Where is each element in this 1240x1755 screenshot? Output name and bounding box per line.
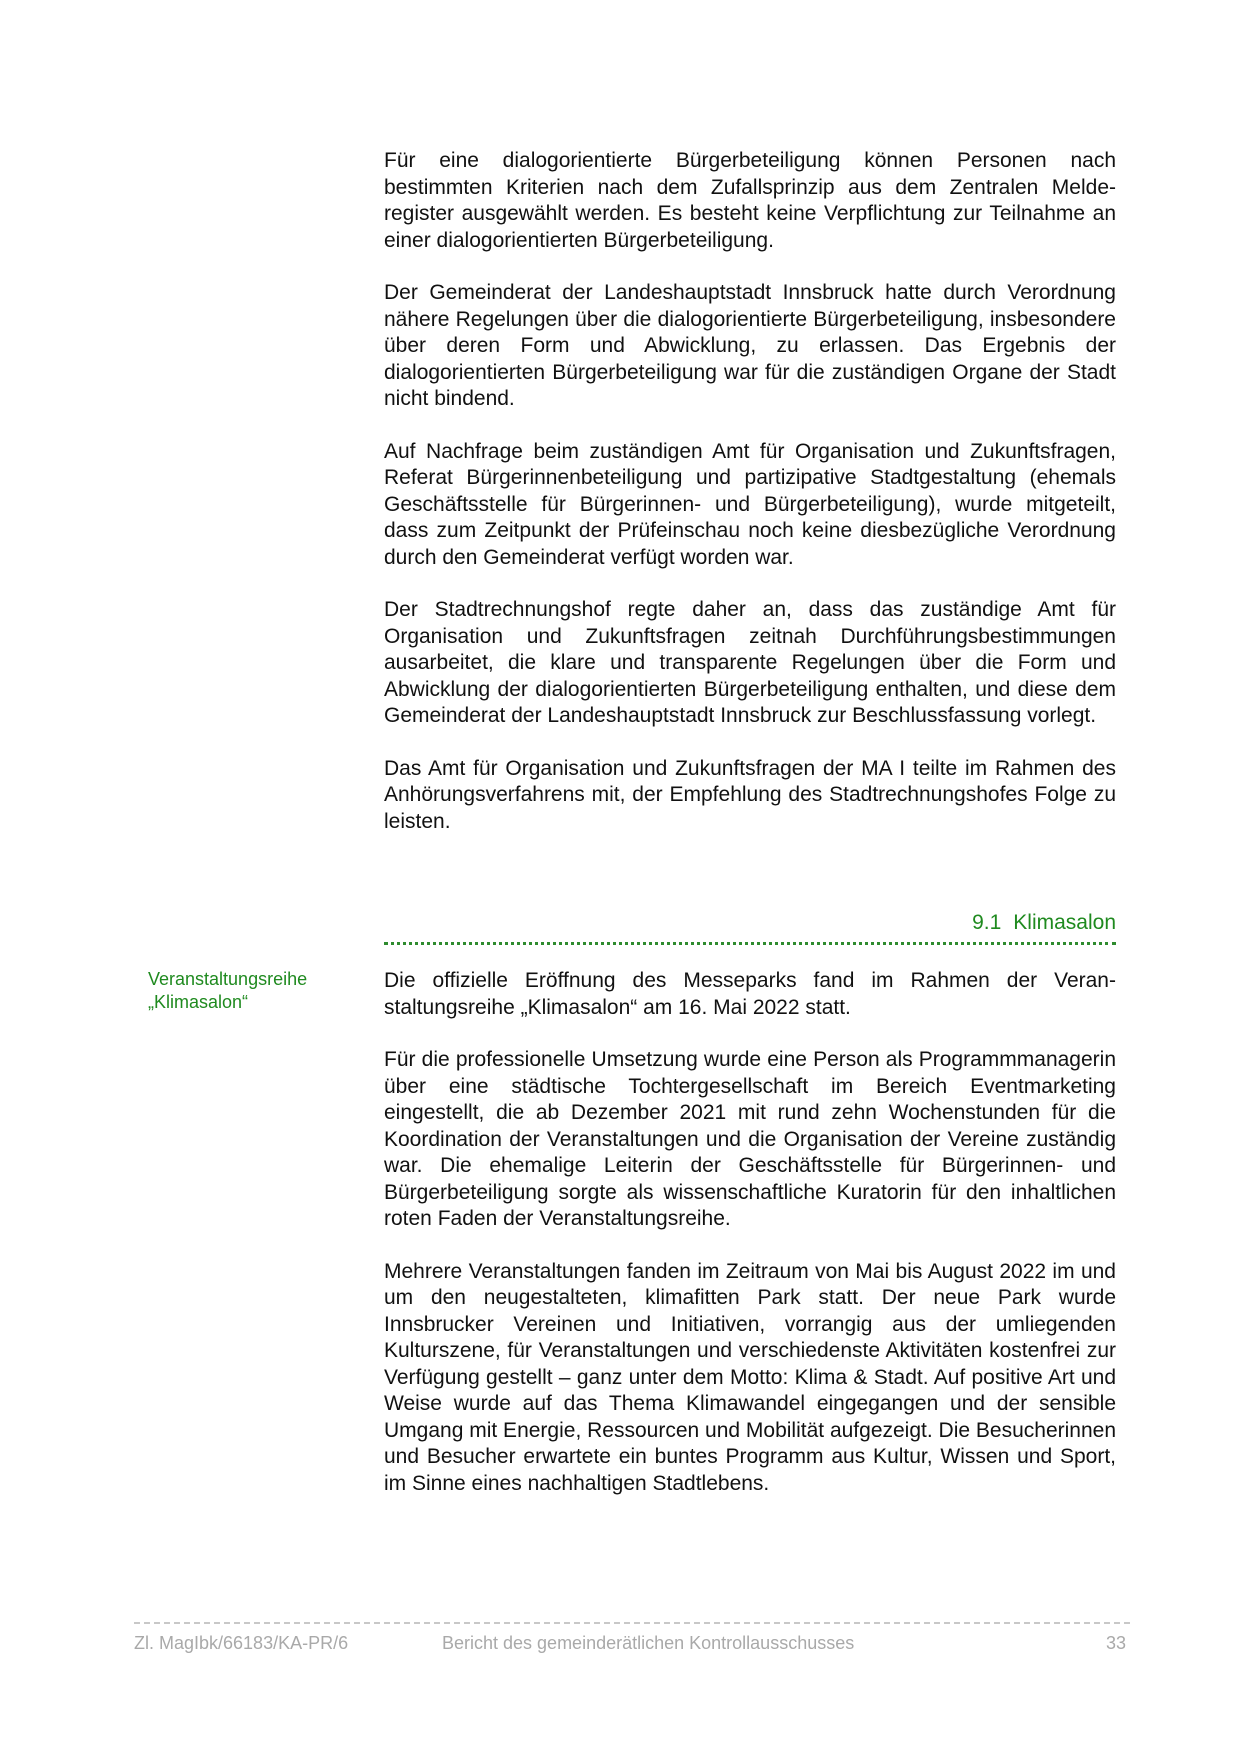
- margin-note: [148, 968, 358, 1014]
- section-title: Klimasalon: [1013, 911, 1116, 934]
- margin-note-line: Veranstaltungsreihe: [148, 969, 308, 989]
- section-heading: [384, 908, 1116, 945]
- paragraph: Das Amt für Organisation und Zukunftsfragen der MA I teilte im Rahmen des Anhörungsverfahrens mit, der Empfehlung des Stadtrechnungshofes Folge zu leisten.: [384, 756, 1116, 833]
- section-number: 9.1: [972, 911, 1002, 934]
- margin-note-line: „Klimasalon“: [148, 992, 249, 1012]
- paragraph: Die offizielle Eröffnung des Messeparks fand im Rahmen der Veranstaltungsreihe „Klimasalon“ am 16. Mai 2022 statt.: [384, 969, 1116, 1019]
- paragraph: Auf Nachfrage beim zuständigen Amt für Organisation und Zukunftsfragen, Referat Bürgerinnenbeteiligung und partizipative Stadtgestaltung (ehemals Geschäftsstelle für Bürgerinnen- und Bürgerbeteiligung), wurde mitgeteilt, dass zum Zeitpunkt der Prüfeinschau noch keine diesbezügliche Verordnung durch den Gemeinderat verfügt worden war.: [384, 439, 1116, 569]
- page-number: 33: [1105, 1633, 1126, 1653]
- paragraph: Für eine dialogorientierte Bürgerbeteiligung können Personen nach bestimmten Kriterien nach dem Zufallsprinzip aus dem Zentralen Melderegister ausgewählt werden. Es besteht keine Verpflichtung zur Teilnahme an einer dialogorientierten Bürgerbeteiligung.: [384, 149, 1116, 252]
- body-text-block-section: [384, 968, 1116, 1497]
- paragraph: Mehrere Veranstaltungen fanden im Zeitraum von Mai bis August 2022 im und um den neugestalteten, klimafitten Park statt. Der neue Park wurde Innsbrucker Vereinen und Initiativen, vorrangig aus der umliegenden Kulturszene, für Veranstaltungen und verschiedenste Aktivitäten kostenfrei zur Verfügung gestellt – ganz unter dem Motto: Klima & Stadt. Auf positive Art und Weise wurde auf das Thema Klimawandel eingegangen und der sensible Umgang mit Energie, Ressourcen und Mobilität aufgezeigt. Die Besucherinnen und Besucher erwartete ein buntes Programm aus Kultur, Wissen und Sport, im Sinne eines nachhaltigen Stadtlebens.: [384, 1259, 1116, 1495]
- footer-reference: Zl. MagIbk/66183/KA-PR/6: [134, 1633, 349, 1653]
- footer-divider: [134, 1622, 1130, 1624]
- paragraph: Der Gemeinderat der Landeshauptstadt Innsbruck hatte durch Verordnung nähere Regelungen über die dialogorientierte Bürgerbeteiligung, insbesondere über deren Form und Abwicklung, zu erlassen. Das Ergebnis der dialogorientierten Bürgerbeteiligung war für die zuständigen Organe der Stadt nicht bindend.: [384, 281, 1116, 410]
- footer-title: Bericht des gemeinderätlichen Kontrollausschusses: [442, 1633, 855, 1653]
- body-text-block-top: [384, 148, 1116, 835]
- page-footer: [134, 1632, 1130, 1656]
- paragraph: Für die professionelle Umsetzung wurde eine Person als Programmmanagerin über eine städtische Tochtergesellschaft im Bereich Eventmarketing eingestellt, die ab Dezember 2021 mit rund zehn Wochenstunden für die Koordination der Veranstaltungen und die Organisation der Vereine zuständig war. Die ehemalige Leiterin der Geschäftsstelle für Bürgerinnen- und Bürgerbeteiligung sorgte als wissenschaftliche Kuratorin für den inhaltlichen roten Faden der Veranstaltungsreihe.: [384, 1048, 1116, 1230]
- paragraph: Der Stadtrechnungshof regte daher an, dass das zuständige Amt für Organisation und Zukunftsfragen zeitnah Durchführungsbestimmungen ausarbeitet, die klare und transparente Regelungen über die Form und Abwicklung der dialogorientierten Bürgerbeteiligung enthalten, und diese dem Gemeinderat der Landeshauptstadt Innsbruck zur Beschlussfassung vorlegt.: [384, 598, 1116, 727]
